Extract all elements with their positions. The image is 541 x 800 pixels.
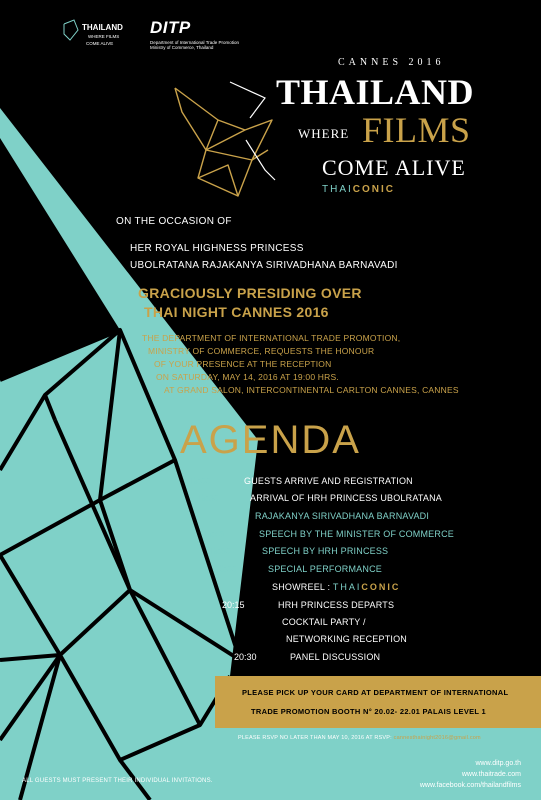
rsvp-text: PLEASE RSVP NO LATER THAN MAY 10, 2016 AT RSVP: <box>238 735 394 741</box>
agenda-item: COCKTAIL PARTY / <box>282 617 366 627</box>
showreel-conic: CONIC <box>361 582 401 592</box>
thaiconic-thai: THAI <box>322 184 353 195</box>
card-pickup-notice <box>215 676 541 728</box>
guests-notice: ALL GUESTS MUST PRESENT THEIR INDIVIDUAL INVITATIONS. <box>22 778 213 784</box>
presiding-line: THAI NIGHT CANNES 2016 <box>144 304 329 320</box>
princess-name <box>130 240 398 274</box>
notice-line: PLEASE PICK UP YOUR CARD AT DEPARTMENT OF INTERNATIONAL <box>242 688 509 697</box>
agenda-item: NETWORKING RECEPTION <box>286 634 408 644</box>
invitation-text <box>142 332 459 397</box>
showreel-label: SHOWREEL : <box>272 582 333 592</box>
showreel-thai: THAI <box>332 582 362 592</box>
agenda-item: SPEECH BY HRH PRINCESS <box>262 546 389 556</box>
svg-text:COME ALIVE: COME ALIVE <box>86 41 114 46</box>
notice-line: TRADE PROMOTION BOOTH N° 20.02- 22.01 PALAIS LEVEL 1 <box>251 707 487 716</box>
svg-text:THAILAND: THAILAND <box>82 23 123 32</box>
agenda-item: RAJAKANYA SIRIVADHANA BARNAVADI <box>255 511 430 521</box>
rsvp-email: cannesthainight2016@gmail.com <box>393 735 481 741</box>
agenda-item: ARRIVAL OF HRH PRINCESS UBOLRATANA <box>250 493 442 503</box>
agenda-time: 19:45 <box>202 529 225 539</box>
white-origami-accent <box>230 82 275 180</box>
thaiconic-brand <box>322 184 395 195</box>
cannes-2016-label: CANNES 2016 <box>338 57 445 68</box>
title-come-alive: COME ALIVE <box>322 155 466 180</box>
agenda-item-showreel <box>272 582 400 592</box>
princess-name-line: HER ROYAL HIGHNESS PRINCESS <box>130 243 304 254</box>
agenda-item: SPECIAL PERFORMANCE <box>268 564 382 574</box>
agenda-item: PANEL DISCUSSION <box>290 652 381 662</box>
invitation-line: THE DEPARTMENT OF INTERNATIONAL TRADE PROMOTION, <box>142 333 401 343</box>
agenda-time: 20:15 <box>222 600 245 610</box>
presiding-line: GRACIOUSLY PRESIDING OVER <box>138 285 362 301</box>
agenda-item: GUESTS ARRIVE AND REGISTRATION <box>244 476 413 486</box>
website-link: www.facebook.com/thailandfilms <box>419 782 521 789</box>
presiding-heading <box>138 284 362 322</box>
invitation-line: OF YOUR PRESENCE AT THE RECEPTION <box>154 359 332 369</box>
agenda-time: 19:30 <box>196 493 219 503</box>
invitation-line: AT GRAND SALON, INTERCONTINENTAL CARLTON CANNES, CANNES <box>164 385 459 395</box>
thaiconic-conic: CONIC <box>352 184 396 195</box>
website-link: www.thaitrade.com <box>461 771 521 778</box>
agenda-title: AGENDA <box>180 418 361 462</box>
agenda-item: SPEECH BY THE MINISTER OF COMMERCE <box>259 529 454 539</box>
invitation-line: ON SATURDAY, MAY 14, 2016 AT 19:00 HRS. <box>156 372 339 382</box>
princess-name-line: UBOLRATANA RAJAKANYA SIRIVADHANA BARNAVADI <box>130 260 398 271</box>
thailand-films-logo <box>62 18 132 52</box>
agenda-time: 19:50 <box>208 546 231 556</box>
ditp-subtitle-line: Department of International Trade Promotion <box>150 40 240 45</box>
ditp-subtitle <box>150 40 250 50</box>
title-films: FILMS <box>362 110 471 150</box>
gold-origami-bird-icon <box>175 88 272 196</box>
title-where: WHERE <box>298 126 350 141</box>
ditp-subtitle-line: Ministry of Commerce, Thailand <box>150 45 214 50</box>
rsvp-line <box>238 735 481 741</box>
agenda-item: HRH PRINCESS DEPARTS <box>278 600 395 610</box>
occasion-line: ON THE OCCASION OF <box>116 216 232 227</box>
title-thailand: THAILAND <box>276 72 475 112</box>
ditp-logo: DITP <box>150 18 191 37</box>
agenda-time: 20:00 <box>214 564 237 574</box>
agenda-time: 19:00 <box>188 476 211 486</box>
invitation-line: MINISTRY OF COMMERCE, REQUESTS THE HONOUR <box>148 346 375 356</box>
website-link: www.ditp.go.th <box>475 760 521 767</box>
agenda-time: 20:30 <box>234 652 257 662</box>
svg-text:WHERE FILMS: WHERE FILMS <box>88 34 120 39</box>
